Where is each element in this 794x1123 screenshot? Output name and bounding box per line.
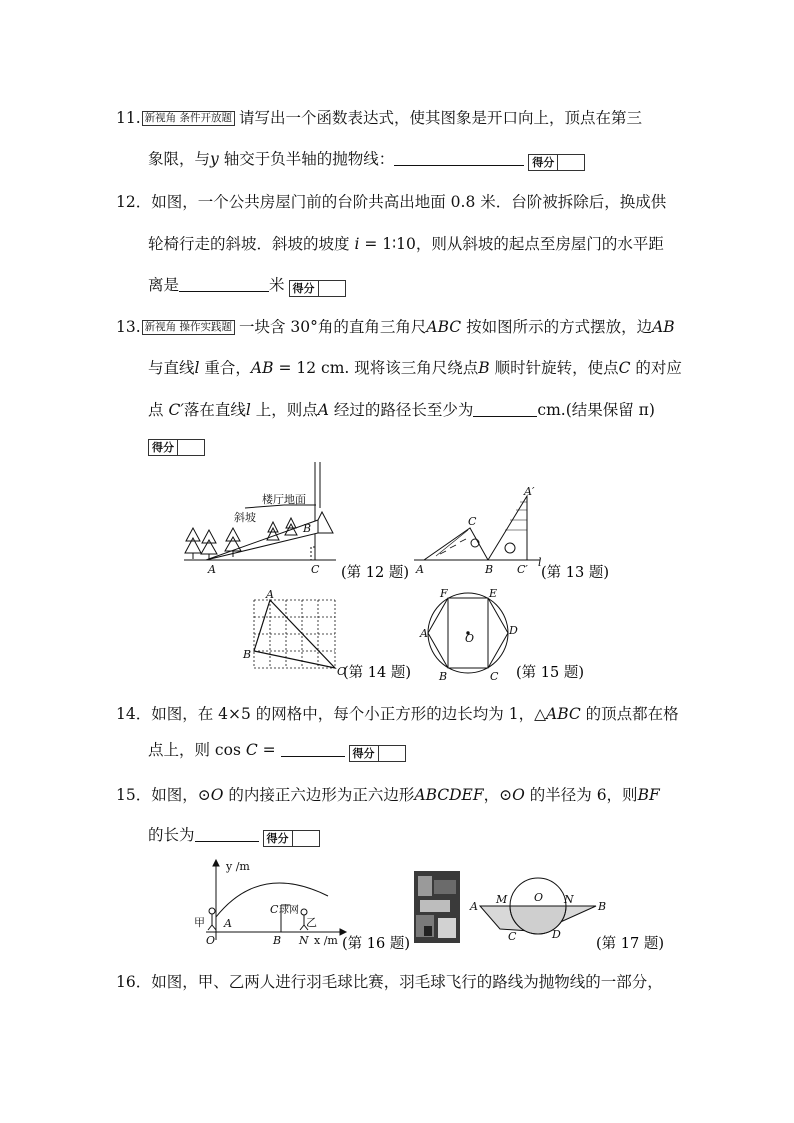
point-label: B: [439, 670, 448, 683]
point-label: O: [206, 934, 216, 947]
question-text: = 1∶10，则从斜坡的起点至房屋门的水平距: [359, 235, 664, 253]
variable: C: [245, 741, 258, 759]
point-label: D: [552, 928, 561, 941]
slope: [206, 520, 318, 560]
point-label: C: [311, 563, 320, 576]
question-text: 象限，与: [148, 150, 211, 168]
question-number: 11.: [116, 109, 141, 127]
question-text: 重合，: [199, 359, 251, 377]
score-label: 得分: [529, 155, 558, 170]
question-15-line-1: [116, 785, 660, 805]
question-text: 顺时针旋转，使点: [489, 359, 619, 377]
figure-caption: (第 13 题): [541, 565, 609, 581]
question-text: 的对应: [630, 359, 682, 377]
category-tag: 新视角 操作实践题: [142, 320, 235, 335]
point-label: C: [490, 670, 499, 683]
variable: i: [354, 235, 360, 253]
variable: B: [478, 359, 490, 377]
point-label: E: [489, 587, 498, 600]
question-14-line-1: [116, 704, 679, 724]
figure-caption: (第 17 题): [596, 936, 664, 952]
question-text: 轮椅行走的斜坡．斜坡的坡度: [148, 235, 350, 253]
question-number: 13.: [116, 318, 141, 336]
figure-17: [480, 878, 596, 934]
variable: C′: [168, 401, 184, 419]
label-slope: 斜坡: [234, 511, 256, 524]
line-label: l: [538, 556, 542, 569]
figure-caption: (第 15 题): [516, 665, 584, 681]
tree-icon: [201, 530, 217, 559]
tree-icon: [185, 528, 201, 559]
point-label: B: [598, 900, 607, 913]
question-text: 请写出一个函数表达式，使其图象是开口向上，顶点在第三: [239, 109, 643, 127]
score-box[interactable]: [263, 830, 320, 847]
label-lobby: 楼厅地面: [262, 493, 306, 506]
variable: ABCDEF: [414, 786, 484, 804]
question-text: 的半径为 6，则: [524, 786, 638, 804]
score-box[interactable]: [349, 745, 406, 762]
player-label: 甲: [194, 916, 205, 929]
figure-12: [184, 462, 336, 560]
grid: [254, 600, 335, 668]
point-label: B: [303, 522, 312, 535]
steps: [318, 512, 333, 533]
point-label: N: [299, 934, 309, 947]
question-number: 16．: [116, 973, 152, 991]
badminton-photo: [414, 871, 460, 943]
question-text: 一块含 30°角的直角三角尺: [239, 318, 427, 336]
point-label: N: [564, 893, 574, 906]
point-label: C′: [517, 563, 528, 576]
question-text: =: [257, 741, 281, 759]
question-text: 经过的路径长至少为: [328, 401, 474, 419]
point-label: B: [485, 563, 494, 576]
question-text: 点上，则 cos: [148, 741, 246, 759]
hole-circle: [471, 539, 479, 547]
question-text: 如图，一个公共房屋门前的台阶共高出地面 0.8 米．台阶被拆除后，换成供: [151, 193, 667, 211]
variable: ABC: [426, 318, 462, 336]
point-label: A: [224, 917, 232, 930]
question-text: ，⊙: [483, 786, 513, 804]
score-label: 得分: [350, 746, 379, 761]
point-label: C: [337, 665, 346, 678]
variable: O: [210, 786, 224, 804]
question-text: cm.(结果保留 π): [537, 401, 655, 419]
point-label: C: [508, 930, 517, 943]
question-text: 轴交于负半轴的抛物线：: [218, 150, 395, 168]
question-number: 15．: [116, 786, 152, 804]
point-label: O: [465, 632, 475, 645]
triangle-rotated: [488, 496, 527, 560]
variable: l: [194, 359, 200, 377]
variable: y: [210, 150, 219, 168]
figure-caption: (第 12 题): [341, 565, 409, 581]
question-number: 14．: [116, 705, 152, 723]
point-label: A: [420, 627, 428, 640]
score-label: 得分: [264, 831, 293, 846]
variable: BF: [637, 786, 660, 804]
point-label: F: [440, 587, 448, 600]
point-label: B: [273, 934, 282, 947]
score-label: 得分: [290, 281, 319, 296]
score-label: 得分: [149, 440, 178, 455]
variable: C: [618, 359, 631, 377]
question-text: 点: [148, 401, 164, 419]
question-text: 与直线: [148, 359, 195, 377]
axis-label: y /m: [226, 860, 250, 873]
hole-circle: [505, 543, 515, 553]
question-text: 的内接正六边形为正六边形: [223, 786, 415, 804]
question-text: 的长为: [148, 826, 195, 844]
question-15-line-2: [148, 825, 320, 847]
point-label: C: [270, 903, 279, 916]
question-14-line-2: [148, 740, 406, 762]
question-text: 落在直线: [183, 401, 246, 419]
question-text: 如图，⊙: [151, 786, 211, 804]
variable: O: [512, 786, 525, 804]
player-label: 乙: [306, 916, 317, 929]
question-text: 如图，甲、乙两人进行羽毛球比赛，羽毛球飞行的路线为抛物线的一部分，: [151, 973, 663, 991]
category-tag: 新视角 条件开放题: [142, 111, 235, 126]
point-label: D: [509, 624, 518, 637]
question-16-line-1: [116, 972, 663, 992]
point-label: A: [208, 563, 216, 576]
variable: l: [245, 401, 251, 419]
variable: A: [317, 401, 329, 419]
question-text: 上，则点: [250, 401, 318, 419]
question-text: = 12 cm. 现将该三角尺绕点: [273, 359, 479, 377]
point-label: M: [496, 893, 508, 906]
unit: 米: [269, 276, 285, 294]
question-text: 如图，在 4×5 的网格中，每个小正方形的边长均为 1，: [151, 705, 535, 723]
question-text: 按如图所示的方式摆放，边: [461, 318, 653, 336]
variable: △ABC: [534, 705, 581, 723]
point-label: A: [416, 563, 424, 576]
point-label: B: [243, 648, 252, 661]
point-label: C: [468, 515, 477, 528]
question-text: 离是: [148, 276, 180, 294]
point-label: A: [470, 900, 478, 913]
figure-caption: (第 14 题): [343, 665, 411, 681]
variable: AB: [652, 318, 675, 336]
answer-blank[interactable]: [195, 827, 259, 842]
axis-label: x /m: [314, 934, 338, 947]
question-number: 12．: [116, 193, 152, 211]
net-label: 球网: [279, 905, 299, 916]
point-label: A′: [524, 485, 535, 498]
point-label: O: [534, 891, 544, 904]
figure-caption: (第 16 题): [342, 936, 410, 952]
answer-blank[interactable]: [281, 742, 345, 757]
figure-14: [254, 600, 335, 668]
question-text: 的顶点都在格: [580, 705, 679, 723]
variable: AB: [250, 359, 274, 377]
point-label: A: [266, 588, 274, 601]
figure-13: [414, 496, 540, 560]
